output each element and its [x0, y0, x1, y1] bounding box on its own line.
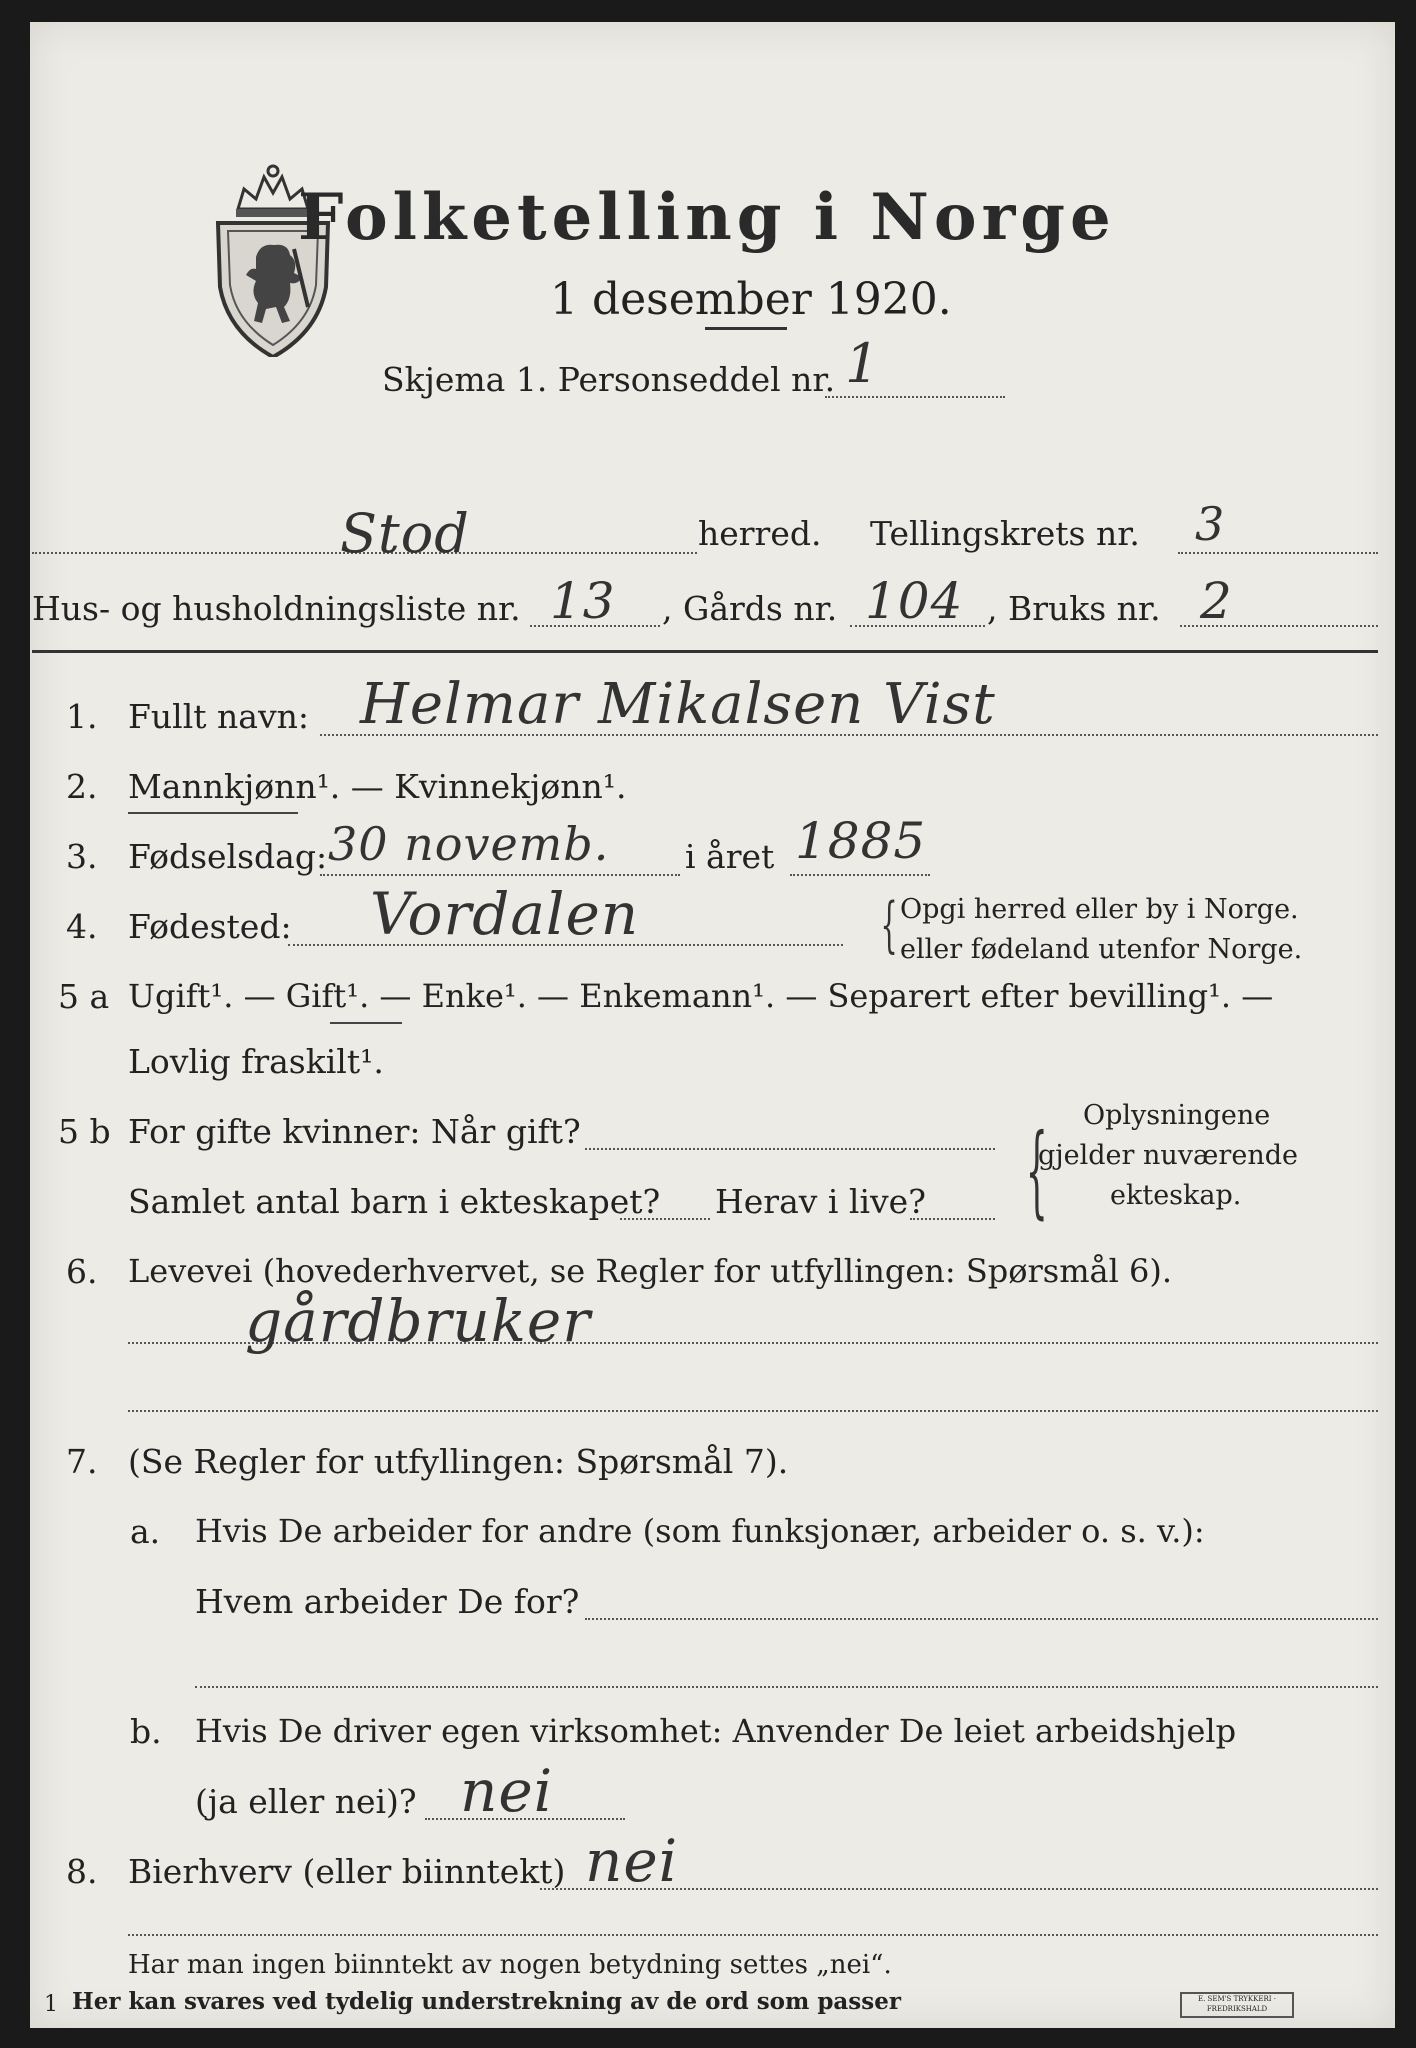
- q6-value[interactable]: gårdbruker: [245, 1287, 591, 1355]
- skjema-label: Skjema 1. Personseddel nr.: [382, 360, 836, 399]
- herred-label: herred.: [698, 514, 822, 553]
- q2-number: 2.: [66, 767, 98, 806]
- q7-number: 7.: [66, 1442, 98, 1481]
- q7b-value[interactable]: nei: [460, 1757, 554, 1825]
- gards-label: , Gårds nr.: [662, 589, 838, 628]
- bruks-label: , Bruks nr.: [987, 589, 1161, 628]
- q8-dots-2: [128, 1934, 1378, 1936]
- printer-stamp: E. SEM'S TRYKKERI · FREDRIKSHALD: [1180, 1992, 1294, 2018]
- q7-label: (Se Regler for utfyllingen: Spørsmål 7).: [128, 1442, 789, 1481]
- q5b-label: For gifte kvinner: Når gift?: [128, 1112, 581, 1151]
- q3-dots: [320, 874, 680, 876]
- footnote-text: Her kan svares ved tydelig understrekning av de ord som passer: [72, 1988, 901, 2015]
- q5b-note-1: Oplysningene: [1083, 1100, 1271, 1131]
- bruks-value[interactable]: 2: [1200, 572, 1233, 630]
- form-title: Folketelling i Norge: [298, 180, 1116, 255]
- q2-label: Mannkjønn¹. — Kvinnekjønn¹.: [128, 767, 627, 806]
- q3-year-dots: [790, 874, 930, 876]
- q5b-dots-1: [585, 1148, 995, 1150]
- q5a-number: 5 a: [58, 977, 110, 1016]
- q7b-number: b.: [130, 1712, 162, 1751]
- q4-note-2: eller fødeland utenfor Norge.: [900, 934, 1303, 965]
- q7a-label: Hvis De arbeider for andre (som funksjonær, arbeider o. s. v.):: [195, 1512, 1205, 1550]
- census-date: 1 desember 1920.: [550, 274, 952, 325]
- q5b-dots-3: [910, 1218, 995, 1220]
- q5a-underline: [330, 1022, 402, 1024]
- q8-label: Bierhverv (eller biinntekt): [128, 1852, 566, 1891]
- census-form: [30, 22, 1395, 2028]
- q1-number: 1.: [66, 697, 98, 736]
- q6-number: 6.: [66, 1252, 98, 1291]
- footer-note: Har man ingen biinntekt av nogen betydning settes „nei“.: [128, 1950, 892, 1980]
- q6-label: Levevei (hovederhvervet, se Regler for utfyllingen: Spørsmål 6).: [128, 1252, 1173, 1290]
- q7b-label-2: (ja eller nei)?: [195, 1782, 417, 1821]
- q3-label: Fødselsdag:: [128, 837, 328, 876]
- q5b-brace-icon: {: [1025, 1112, 1048, 1229]
- header-divider: [32, 650, 1378, 653]
- q7a-dots-2: [195, 1686, 1378, 1688]
- footnote-number: 1: [44, 1992, 58, 2017]
- herred-value[interactable]: Stod: [340, 502, 470, 565]
- q2-underline: [128, 812, 298, 814]
- q5b-note-2: gjelder nuværende: [1038, 1140, 1298, 1171]
- title-divider: [705, 327, 787, 330]
- q7b-label: Hvis De driver egen virksomhet: Anvender De leiet arbeidshjelp: [195, 1712, 1237, 1750]
- q3-year-value[interactable]: 1885: [795, 812, 927, 870]
- tellingskrets-value[interactable]: 3: [1195, 497, 1226, 551]
- q4-brace-icon: {: [880, 890, 898, 960]
- gards-value[interactable]: 104: [865, 572, 964, 630]
- q3-year-label: i året: [685, 837, 775, 876]
- q5a-label-2: Lovlig fraskilt¹.: [128, 1042, 384, 1081]
- q7a-number: a.: [130, 1512, 161, 1551]
- q3-number: 3.: [66, 837, 98, 876]
- tellingskrets-dots: [1178, 552, 1378, 554]
- q1-value[interactable]: Helmar Mikalsen Vist: [360, 672, 996, 737]
- q4-note-1: Opgi herred eller by i Norge.: [900, 894, 1299, 925]
- q8-number: 8.: [66, 1852, 98, 1891]
- q7a-dots-1: [585, 1618, 1378, 1620]
- q5b-number: 5 b: [58, 1112, 111, 1151]
- q6-dots-2: [128, 1410, 1378, 1412]
- q5a-label: Ugift¹. — Gift¹. — Enke¹. — Enkemann¹. — Separert efter bevilling¹. —: [128, 977, 1274, 1015]
- q8-value[interactable]: nei: [585, 1827, 679, 1895]
- q7a-label-2: Hvem arbeider De for?: [195, 1582, 580, 1621]
- q3-value[interactable]: 30 novemb.: [328, 817, 610, 871]
- q4-label: Fødested:: [128, 907, 292, 946]
- q1-label: Fullt navn:: [128, 697, 309, 736]
- hus-label: Hus- og husholdningsliste nr.: [32, 589, 521, 628]
- q4-number: 4.: [66, 907, 98, 946]
- q5b-dots-2: [620, 1218, 710, 1220]
- skjema-dots: [825, 396, 1005, 398]
- q5b-label-2: Samlet antal barn i ekteskapet?: [128, 1182, 661, 1221]
- q5b-label-3: Herav i live?: [715, 1182, 926, 1221]
- hus-value[interactable]: 13: [550, 572, 616, 630]
- q5b-note-3: ekteskap.: [1110, 1180, 1242, 1211]
- q4-value[interactable]: Vordalen: [370, 880, 640, 948]
- skjema-value[interactable]: 1: [845, 332, 881, 395]
- tellingskrets-label: Tellingskrets nr.: [870, 514, 1140, 553]
